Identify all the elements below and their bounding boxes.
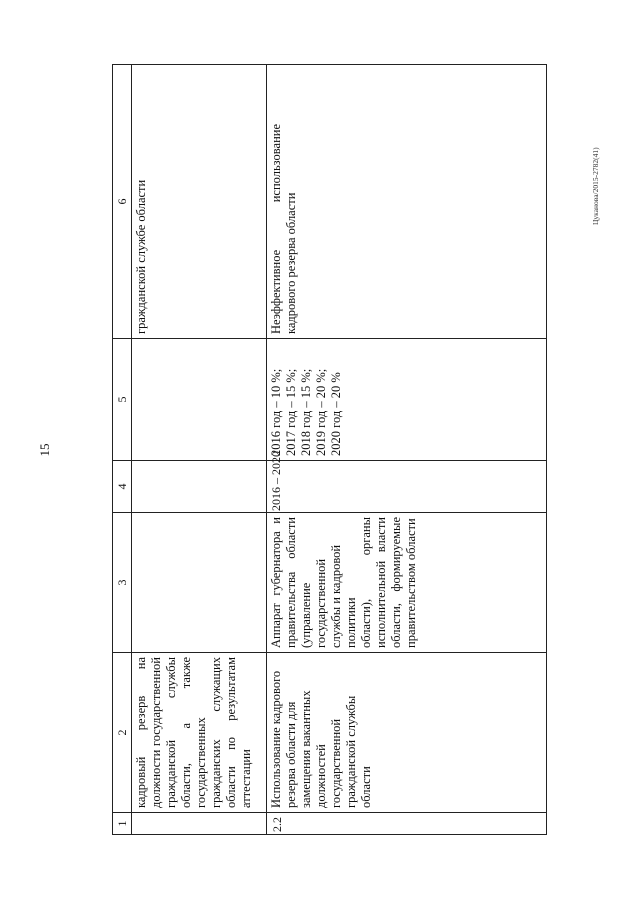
continuation-desc-line: государственных: [194, 717, 208, 808]
indicator-line: 2016 год – 10 %;: [269, 368, 283, 456]
continuation-desc-line: гражданских служащих: [209, 657, 223, 808]
indicator-line: 2018 год – 15 %;: [299, 368, 313, 456]
activity-desc-line: резерва области для: [284, 701, 298, 808]
risk-line: Неэффективное использование: [269, 124, 283, 334]
continuation-executor-cell: [132, 513, 267, 653]
header-col-2: 2: [113, 653, 132, 813]
activity-desc-line: замещения вакантных: [299, 690, 313, 808]
continuation-desc-line: аттестации: [239, 749, 253, 808]
continuation-indicator-cell: [132, 339, 267, 461]
activity-description-cell: [267, 653, 547, 813]
continuation-desc-line: области по результатам: [224, 657, 238, 808]
executor-line: правительством области: [404, 518, 418, 648]
header-col-1: 1: [113, 813, 132, 835]
executor-line: (управление государственной: [299, 558, 328, 648]
continuation-num-cell: [132, 813, 267, 835]
executor-line: области, формируемые: [389, 517, 403, 648]
indicator-line: 2020 год – 20 %: [329, 372, 343, 456]
activity-desc-line: Использование кадрового: [269, 670, 283, 808]
activity-desc-line: гражданской службы области: [344, 695, 373, 808]
header-col-5: 5: [113, 339, 132, 461]
executor-line: области), органы: [359, 517, 373, 648]
header-col-6: 6: [113, 65, 132, 339]
activity-desc-line: должностей государственной: [314, 718, 343, 808]
row-number-cell: 2.2: [267, 813, 547, 835]
indicator-cell: [267, 339, 547, 461]
indicator-line: 2017 год – 15 %;: [284, 368, 298, 456]
header-col-4: 4: [113, 461, 132, 513]
program-table: [112, 64, 547, 835]
executor-line: исполнительной власти: [374, 517, 388, 648]
continuation-desc-line: должности государственной: [149, 657, 163, 808]
executor-line: службы и кадровой политики: [329, 544, 358, 648]
period-cell: 2016 – 2020: [267, 461, 547, 513]
table-row-2-2: [267, 65, 547, 835]
continuation-risk-text: гражданской службе области: [134, 179, 148, 334]
risk-cell: [267, 65, 547, 339]
page-number: 15: [37, 443, 52, 457]
executor-line: правительства области: [284, 517, 298, 648]
continuation-desc-line: области, а также: [179, 657, 193, 808]
header-row: [113, 65, 132, 835]
risk-line: кадрового резерва области: [284, 192, 298, 334]
continuation-row: [132, 65, 267, 835]
indicator-line: 2019 год – 20 %;: [314, 368, 328, 456]
continuation-risk-cell: [132, 65, 267, 339]
executor-cell: [267, 513, 547, 653]
executor-line: Аппарат губернатора и: [269, 517, 283, 648]
program-table-rotated: [112, 65, 547, 835]
continuation-period-cell: [132, 461, 267, 513]
continuation-desc-line: кадровый резерв на: [134, 657, 148, 808]
document-code: Цуканова/2015-2782(41): [591, 147, 600, 225]
continuation-desc-line: гражданской службы: [164, 657, 178, 808]
header-col-3: 3: [113, 513, 132, 653]
continuation-description-cell: [132, 653, 267, 813]
